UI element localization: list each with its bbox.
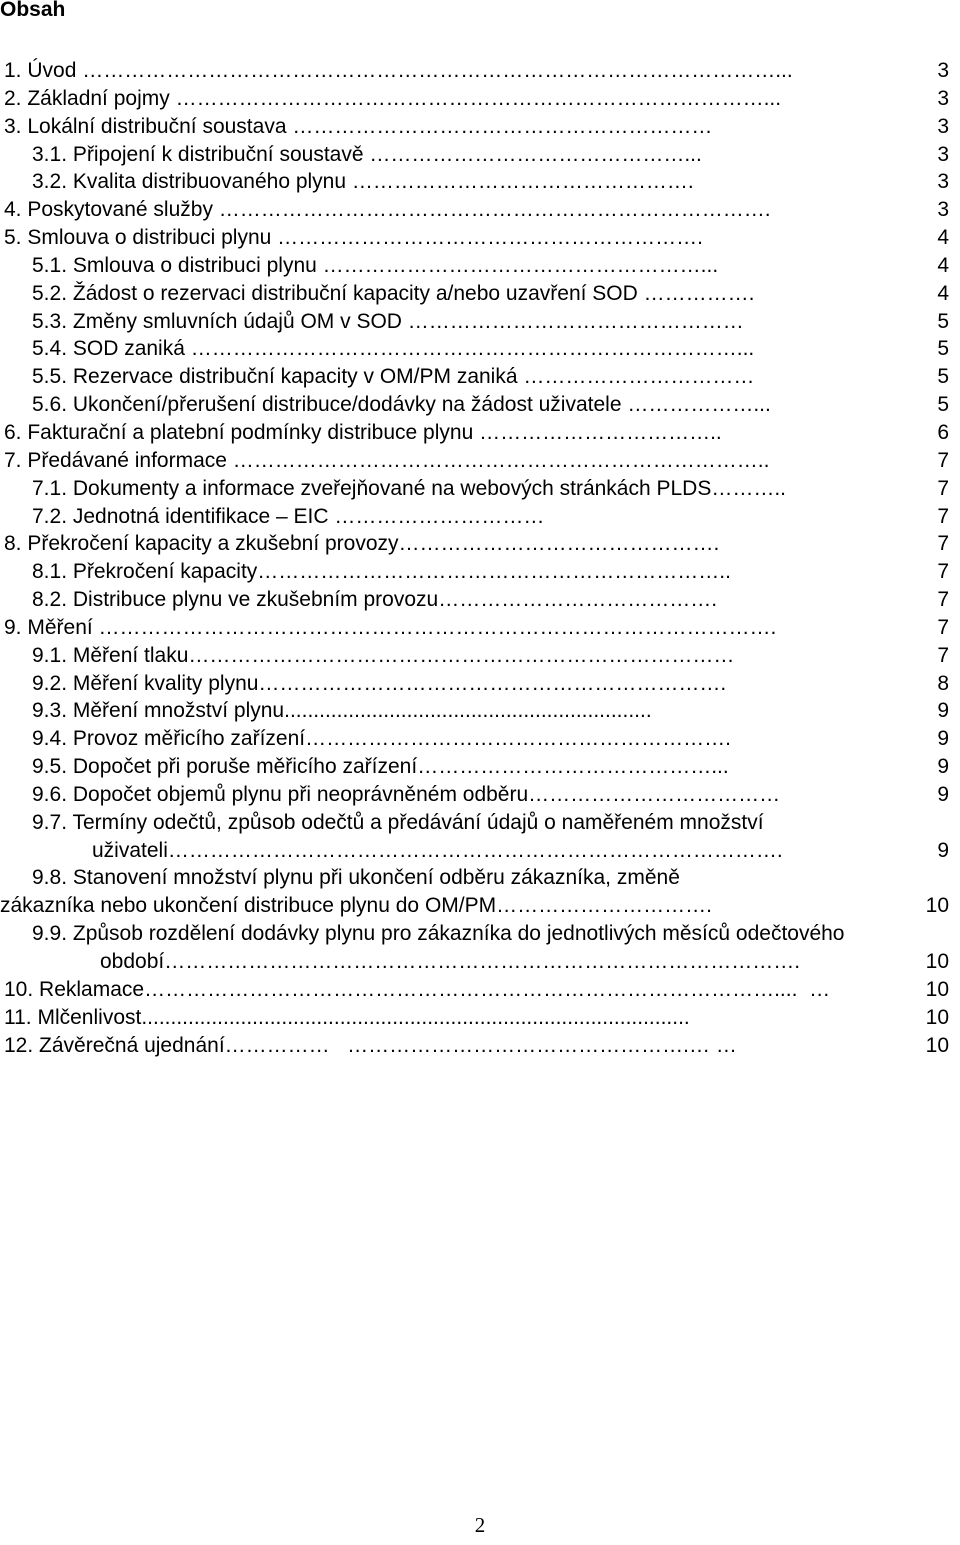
toc-entry-text: 9.3. Měření množství plynu............................................................... [32, 699, 652, 723]
toc-entry-text: 5.2. Žádost o rezervaci distribuční kapacity a/nebo uzavření SOD ……………. [32, 281, 755, 305]
toc-entry-text: 7.1. Dokumenty a informace zveřejňované na webových stránkách PLDS……….. [32, 476, 787, 500]
toc-entry-page: 7 [937, 588, 949, 612]
toc-entry[interactable] [0, 838, 960, 866]
toc-entry[interactable] [0, 893, 960, 921]
toc-entry[interactable] [0, 671, 960, 699]
toc-entry[interactable] [0, 726, 960, 754]
toc-entry-text: 10. Reklamace……………………………………………………………………………….... … [4, 977, 831, 1001]
toc-entry[interactable] [0, 1033, 960, 1061]
toc-entry-page: 10 [925, 950, 949, 973]
toc-entry[interactable] [0, 448, 960, 476]
toc-heading: Obsah [0, 0, 66, 21]
toc-entry-page: 5 [937, 365, 949, 389]
toc-entry[interactable] [0, 698, 960, 726]
toc-entry-text: 7.2. Jednotná identifikace – EIC ………………………… [32, 504, 545, 528]
toc-entry[interactable] [0, 142, 960, 170]
toc-entry-text: 8. Překročení kapacity a zkušební provozy………………………………………. [4, 532, 720, 556]
toc-entry-text: 7. Předávané informace ………………………………………………………………….. [4, 448, 770, 472]
toc-entry-text: 6. Fakturační a platební podmínky distribuce plynu …………………………….. [4, 420, 722, 444]
toc-entry[interactable] [0, 420, 960, 448]
toc-entry-page: 3 [937, 59, 949, 82]
toc-entry-text: 9.9. Způsob rozdělení dodávky plynu pro zákazníka do jednotlivých měsíců odečtového [32, 922, 845, 946]
toc-entry-text: 9.7. Termíny odečtů, způsob odečtů a předávání údajů o naměřeném množství [32, 810, 764, 834]
toc-entry[interactable] [0, 865, 960, 893]
toc-entry[interactable] [0, 949, 960, 977]
toc-entry-page: 9 [937, 727, 949, 751]
toc-entry-page: 10 [925, 1005, 949, 1029]
toc-entry-page: 8 [937, 671, 949, 695]
toc-entry-text: 11. Mlčenlivost.............................................................................................. [4, 1005, 690, 1029]
toc-entry[interactable] [0, 615, 960, 643]
table-of-contents [0, 58, 960, 1060]
toc-entry-text: 9.8. Stanovení množství plynu při ukončení odběru zákazníka, změně [32, 866, 680, 890]
toc-entry-page: 3 [937, 114, 949, 138]
toc-entry-text: 9.2. Měření kvality plynu…………………………………………………………. [32, 671, 727, 695]
toc-entry-text: 9.4. Provoz měřicího zařízení……………………………………………………. [32, 727, 731, 751]
toc-entry-page: 7 [937, 532, 949, 556]
toc-entry-text: 2. Základní pojmy …………………………………………………………………………... [4, 86, 782, 110]
toc-entry-page: 3 [937, 170, 949, 194]
toc-entry-page: 7 [937, 504, 949, 528]
toc-entry-text: 8.2. Distribuce plynu ve zkušebním provozu…………………………………. [32, 588, 718, 612]
toc-entry-page: 4 [937, 226, 949, 250]
toc-entry[interactable] [0, 58, 960, 86]
toc-entry-page: 7 [937, 448, 949, 472]
toc-entry[interactable] [0, 281, 960, 309]
toc-entry-text: 8.1. Překročení kapacity………………………………………………………….. [32, 560, 731, 584]
toc-entry[interactable] [0, 86, 960, 114]
toc-entry-page: 7 [937, 615, 949, 639]
toc-entry-text: 9.5. Dopočet při poruše měřicího zařízení……………………………………... [32, 755, 729, 779]
toc-entry[interactable] [0, 531, 960, 559]
toc-entry-text: 5.1. Smlouva o distribuci plynu ………………………………………………... [32, 253, 719, 277]
toc-entry-text: 4. Poskytované služby ……………………………………………………………………. [4, 198, 771, 222]
toc-entry[interactable] [0, 754, 960, 782]
toc-entry-page: 6 [937, 420, 949, 444]
toc-entry[interactable] [0, 114, 960, 142]
page-number: 2 [474, 1513, 486, 1537]
toc-entry-page: 5 [937, 337, 949, 361]
toc-entry-text: období………………………………………………………………………………. [100, 950, 801, 973]
toc-entry[interactable] [0, 810, 960, 838]
toc-entry-text: 9.6. Dopočet objemů plynu při neoprávněném odběru……………………………… [32, 782, 781, 806]
toc-entry[interactable] [0, 197, 960, 225]
toc-entry[interactable] [0, 169, 960, 197]
toc-entry-text: 3.2. Kvalita distribuovaného plynu …………………………………………. [32, 170, 694, 194]
toc-entry[interactable] [0, 587, 960, 615]
toc-entry-page: 3 [937, 142, 949, 166]
toc-entry[interactable] [0, 225, 960, 253]
toc-entry[interactable] [0, 977, 960, 1005]
toc-entry-text: 5.6. Ukončení/přerušení distribuce/dodávky na žádost uživatele ………………... [32, 393, 771, 417]
toc-entry-page: 9 [937, 699, 949, 723]
toc-entry-text: 9.1. Měření tlaku…………………………………………………………………… [32, 643, 735, 667]
toc-entry-text: 1. Úvod ………………………………………………………………………………………... [4, 59, 793, 82]
toc-entry[interactable] [0, 364, 960, 392]
toc-entry-text: uživateli……………………………………………………………………………. [92, 838, 783, 862]
toc-entry-page: 5 [937, 393, 949, 417]
toc-entry-text: 5.4. SOD zaniká ……………………………………………………………………... [32, 337, 755, 361]
toc-entry-page: 4 [937, 253, 949, 277]
toc-entry-page: 5 [937, 309, 949, 333]
toc-entry[interactable] [0, 504, 960, 532]
toc-entry[interactable] [0, 476, 960, 504]
toc-entry-page: 9 [937, 782, 949, 806]
toc-entry[interactable] [0, 921, 960, 949]
toc-entry-text: 12. Závěrečná ujednání…………… ………………………………………….… … [4, 1033, 737, 1057]
toc-entry-text: zákazníka nebo ukončení distribuce plynu do OM/PM…………………………. [0, 894, 712, 918]
toc-entry-page: 3 [937, 86, 949, 110]
toc-entry-text: 5.5. Rezervace distribuční kapacity v OM/PM zaniká …………………………… [32, 365, 755, 389]
toc-entry[interactable] [0, 782, 960, 810]
toc-entry-page: 3 [937, 198, 949, 222]
toc-entry-text: 5.3. Změny smluvních údajů OM v SOD ………………………………………… [32, 309, 744, 333]
toc-entry[interactable] [0, 1005, 960, 1033]
toc-entry[interactable] [0, 643, 960, 671]
toc-entry-page: 10 [925, 894, 949, 918]
toc-entry-page: 9 [937, 755, 949, 779]
toc-entry-page: 7 [937, 476, 949, 500]
toc-entry[interactable] [0, 392, 960, 420]
toc-entry-text: 3. Lokální distribuční soustava …………………………………………………… [4, 114, 713, 138]
toc-entry[interactable] [0, 336, 960, 364]
toc-entry-page: 7 [937, 560, 949, 584]
toc-entry-page: 9 [937, 838, 949, 862]
toc-entry[interactable] [0, 559, 960, 587]
toc-entry-text: 3.1. Připojení k distribuční soustavě ………………………………………... [32, 142, 702, 166]
toc-entry-page: 10 [925, 977, 949, 1001]
toc-entry-page: 4 [937, 281, 949, 305]
toc-entry-page: 10 [925, 1033, 949, 1057]
toc-entry[interactable] [0, 253, 960, 281]
toc-entry[interactable] [0, 309, 960, 337]
toc-entry-text: 9. Měření ……………………………………………………………………………………. [4, 615, 777, 639]
toc-entry-text: 5. Smlouva o distribuci plynu ……………………………………………………. [4, 226, 703, 250]
toc-entry-page: 7 [937, 643, 949, 667]
